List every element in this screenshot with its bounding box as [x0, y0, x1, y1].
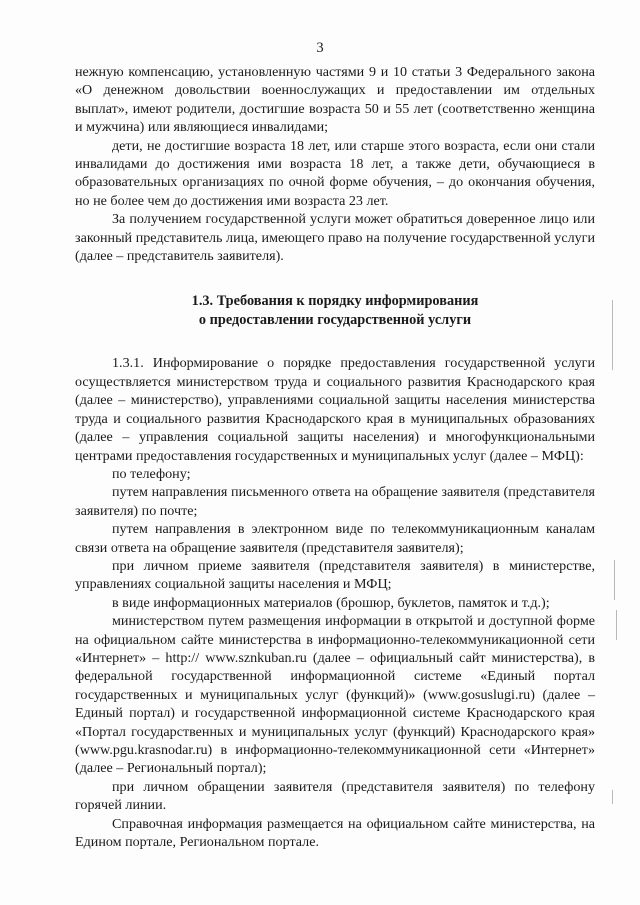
paragraph: Справочная информация размещается на официальном сайте министерства, на Едином портале, Региональном портале.	[75, 815, 595, 851]
section-heading-line: 1.3. Требования к порядку информирования	[191, 293, 479, 310]
paragraph: нежную компенсацию, установленную частями 9 и 10 статьи 3 Федерального закона «О денежном довольствии военнослужащих и предоставлении им отдельных выплат», имеют родители, достигшие возраста 50 и 55 лет (соответственно женщина и мужчина) или являющиеся инвалидами;	[75, 64, 595, 136]
list-item: путем направления письменного ответа на обращение заявителя (представителя заявителя) по почте;	[75, 484, 595, 519]
list-item: в виде информационных материалов (брошюр, буклетов, памяток и т.д.);	[112, 594, 550, 611]
section-heading	[75, 292, 595, 330]
scan-margin-mark	[612, 300, 613, 370]
scan-margin-mark	[616, 610, 617, 640]
page-number: 3	[316, 40, 324, 56]
list-item: при личном приеме заявителя (представителя заявителя) в министерстве, управлениях социальной защиты населения и МФЦ;	[75, 557, 595, 593]
section-heading-line: о предоставлении государственной услуги	[198, 312, 472, 329]
list-item: министерством путем размещения информации в открытой и доступной форме на официальном сайте министерства в информационно-телекоммуникационной сети «Интернет» – http:// www.sznkuban.ru (далее – официальный сайт министерства), в федеральной государственной информационной системе «Единый портал государственных и муниципальных услуг (функций)» (www.gosuslugi.ru) (далее – Единый портал) и государственной информационной системе Краснодарского края «Портал государственных и муниципальных услуг (функций) Краснодарского края» (www.pgu.krasnodar.ru) в информационно-телекоммуникационной сети «Интернет» (далее – Региональный портал);	[75, 613, 595, 777]
scan-margin-mark	[612, 790, 613, 804]
list-item: по телефону;	[112, 465, 191, 482]
list-item: при личном обращении заявителя (представителя заявителя) по телефону горячей линии.	[75, 778, 595, 814]
paragraph: 1.3.1. Информирование о порядке предоставления государственной услуги осуществляется министерством труда и социального развития Краснодарского края (далее – министерство), управлениями социальной защиты населения министерства труда и социального развития Краснодарского края в муниципальных образованиях (далее – управления социальной защиты населения) и многофункциональными центрами предоставления государственных и муниципальных услуг (далее – МФЦ):	[75, 355, 595, 464]
page-body	[75, 63, 595, 851]
scan-margin-mark	[614, 560, 615, 600]
paragraph: дети, не достигшие возраста 18 лет, или старше этого возраста, если они стали инвалидами до достижения ими возраста 18 лет, а также дети, обучающиеся в образовательных организациях по очной форме обучения, – до окончания обучения, но не более чем до достижения ими возраста 23 лет.	[75, 137, 595, 209]
list-item: путем направления в электронном виде по телекоммуникационным каналам связи ответа на обращение заявителя (представителя заявителя);	[75, 521, 595, 556]
paragraph: За получением государственной услуги может обратиться доверенное лицо или законный представитель лица, имеющего право на получение государственной услуги (далее – представитель заявителя).	[75, 211, 595, 265]
